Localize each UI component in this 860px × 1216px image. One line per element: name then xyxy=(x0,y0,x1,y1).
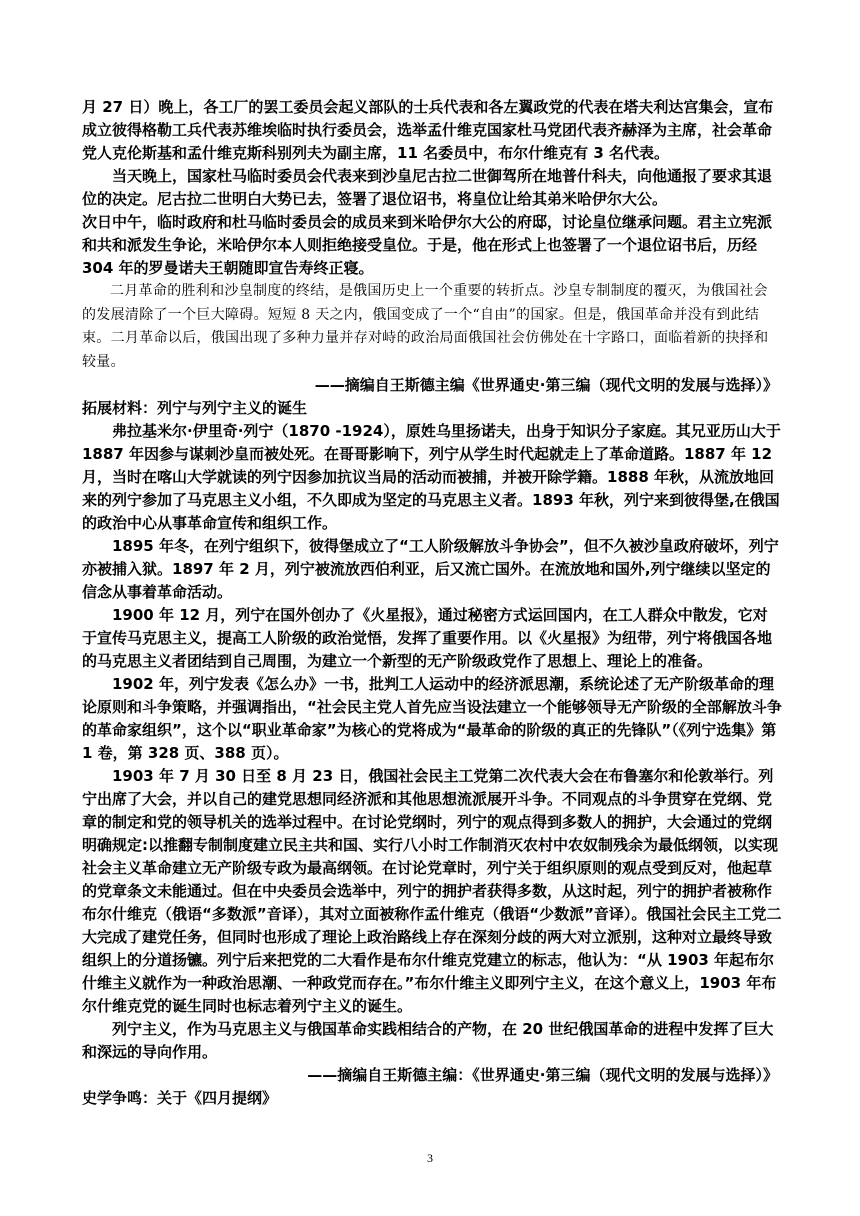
paragraph-leninism-conclusion: 列宁主义，作为马克思主义与俄国革命实践相结合的产物，在 20 世纪俄国革命的进程中发挥了巨大和深远的导向作用。 xyxy=(82,1020,774,1061)
paragraph-lenin-biography: 弗拉基米尔·伊里奇·列宁（1870 -1924），原姓乌里扬诺夫，出身于知识分子家庭。其兄亚历山大于 1887 年因参与谋刺沙皇而被处死。在哥哥影响下，列宁从学生时代起就走上了革命道路。1887 年 12 月，当时在喀山大学就读的列宁因参加抗议当局的活动而被捕，并被开除学籍。1888 年秋，从流放地回来的列宁参加了马克思主义小组，不久即成为坚定的马克思主义者。1893 年秋，列宁来到彼得堡,在俄国的政治中心从事革命宣传和组织工作。 xyxy=(82,422,781,532)
paragraph-what-is-to-be-done: 1902 年，列宁发表《怎么办》一书，批判工人运动中的经济派思潮，系统论述了无产阶级革命的理论原则和斗争策略，并强调指出，“社会民主党人首先应当设法建立一个能够领导无产阶级的全部解放斗争的革命家组织”，这个以“职业革命家”为核心的党将成为“最革命的阶级的真正的先锋队”（《列宁选集》第 1 卷，第 328 页、388 页）。 xyxy=(82,675,782,762)
page-content xyxy=(82,96,782,1110)
section-heading-debate: 史学争鸣：关于《四月提纲》 xyxy=(82,1089,278,1107)
paragraph-iskra: 1900 年 12 月，列宁在国外创办了《火星报》，通过秘密方式运回国内，在工人群众中散发，它对于宣传马克思主义，提高工人阶级的政治觉悟，发挥了重要作用。以《火星报》为纽带，列宁将俄国各地的马克思主义者团结到自己周围，为建立一个新型的无产阶级政党作了思想上、理论上的准备。 xyxy=(82,606,773,670)
paragraph-abdication-decision: 当天晚上，国家杜马临时委员会代表来到沙皇尼古拉二世御驾所在地普什科夫，向他通报了要求其退位的决定。尼古拉二世明白大势已去，签署了退位诏书，将皇位让给其弟米哈伊尔大公。 xyxy=(82,167,773,208)
quote-february-revolution: 二月革命的胜利和沙皇制度的终结，是俄国历史上一个重要的转折点。沙皇专制制度的覆灭，为俄国社会的发展清除了一个巨大障碍。短短 8 天之内，俄国变成了一个“自由”的国家。但是，俄国革命并没有到此结束。二月革命以后，俄国出现了多种力量并存对峙的政治局面俄国社会仿佛处在十字路口，面临着新的抉择和较量。 xyxy=(82,283,769,370)
source-citation-1: ——摘编自王斯德主编《世界通史·第三编（现代文明的发展与选择）》 xyxy=(314,376,778,394)
paragraph-second-congress: 1903 年 7 月 30 日至 8 月 23 日，俄国社会民主工党第二次代表大会在布鲁塞尔和伦敦举行。列宁出席了大会，并以自己的建党思想同经济派和其他思想流派展开斗争。不同观点的斗争贯穿在党纲、党章的制定和党的领导机关的选举过程中。在讨论党纲时，列宁的观点得到多数人的拥护，大会通过的党纲明确规定:以推翻专制制度建立民主共和国、实行八小时工作制消灭农村中农奴制残余为最低纲领，以实现社会主义革命建立无产阶级专政为最高纲领。在讨论党章时，列宁关于组织原则的观点受到反对，他起草的党章条文未能通过。但在中央委员会选举中，列宁的拥护者获得多数，从这时起，列宁的拥护者被称作布尔什维克（俄语“多数派”音译），其对立面被称作孟什维克（俄语“少数派”音译）。俄国社会民主工党二大完成了建党任务，但同时也形成了理论上政治路线上存在深刻分歧的两大对立派别，这种对立最终导致组织上的分道扬镳。列宁后来把党的二大看作是布尔什维克党建立的标志，他认为：“从 1903 年起布尔什维主义就作为一种政治思潮、一种政党而存在。”布尔什维主义即列宁主义，在这个意义上，1903 年布尔什维克党的诞生同时也标志着列宁主义的诞生。 xyxy=(82,767,782,1015)
paragraph-1895-league: 1895 年冬，在列宁组织下，彼得堡成立了“工人阶级解放斗争协会”，但不久被沙皇政府破坏，列宁亦被捕入狱。1897 年 2 月，列宁被流放西伯利亚，后又流亡国外。在流放地和国外,列宁继续以坚定的信念从事着革命活动。 xyxy=(82,537,779,601)
paragraph-dynasty-end: 次日中午，临时政府和杜马临时委员会的成员来到米哈伊尔大公的府邸，讨论皇位继承问题。君主立宪派和共和派发生争论，米哈伊尔本人则拒绝接受皇位。于是，他在形式上也签署了一个退位诏书后，历经 304 年的罗曼诺夫王朝随即宣告寿终正寝。 xyxy=(82,213,773,277)
section-heading-extended-material: 拓展材料：列宁与列宁主义的诞生 xyxy=(82,399,308,417)
source-citation-2: ——摘编自王斯德主编：《世界通史·第三编（现代文明的发展与选择）》 xyxy=(307,1066,778,1084)
page-number: 3 xyxy=(427,1151,433,1165)
paragraph-soviet-formation: 月 27 日）晚上，各工厂的罢工委员会起义部队的士兵代表和各左翼政党的代表在塔夫利达宫集会，宣布成立彼得格勒工兵代表苏维埃临时执行委员会，选举孟什维克国家杜马党团代表齐赫泽为主席，社会革命党人克伦斯基和孟什维克斯科别列夫为副主席，11 名委员中，布尔什维克有 3 名代表。 xyxy=(82,98,774,162)
